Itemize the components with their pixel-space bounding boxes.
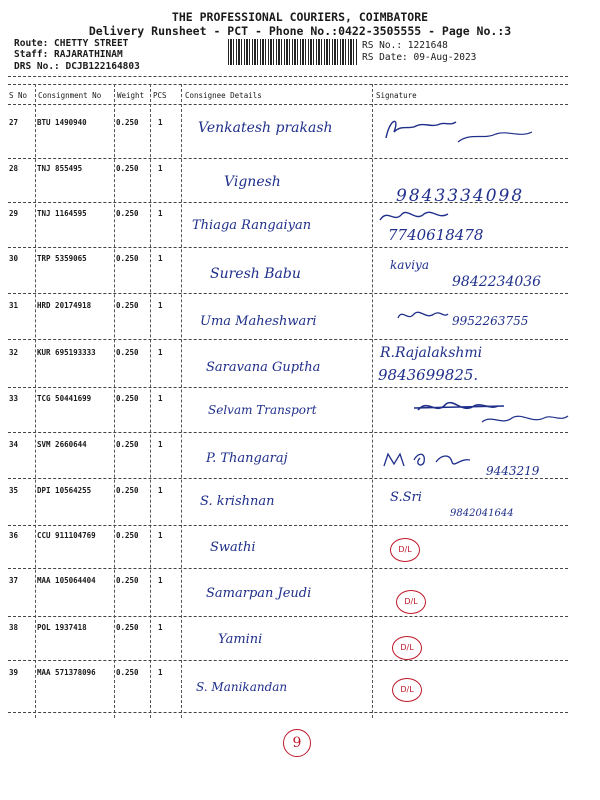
signature-phone: 9842234036 [452, 274, 542, 290]
col-header-signature: Signature [376, 91, 417, 100]
row-consignee: Swathi [210, 540, 256, 555]
row-divider [8, 158, 568, 159]
row-sno: 27 [9, 118, 19, 127]
signature-phone: 9842041644 [450, 508, 514, 519]
runsheet-title: Delivery Runsheet - PCT - Phone No.:0422-3505555 - Page No.:3 [88, 24, 512, 38]
barcode [228, 39, 358, 65]
signature-name: S.Sri [390, 490, 422, 505]
dl-stamp: D/L [392, 678, 422, 702]
row-divider [8, 247, 568, 248]
row-pcs: 1 [158, 531, 163, 540]
row-weight: 0.250 [116, 623, 139, 632]
col-header-sno: S No [9, 91, 28, 100]
row-consignee: S. Manikandan [196, 680, 288, 694]
row-pcs: 1 [158, 254, 163, 263]
column-divider [35, 84, 36, 718]
row-weight: 0.250 [116, 164, 139, 173]
col-header-weight: Weight [117, 91, 145, 100]
page-number-mark: 9 [283, 729, 311, 757]
staff-label: Staff: RAJARATHINAM [14, 49, 123, 60]
row-weight: 0.250 [116, 118, 139, 127]
row-weight: 0.250 [116, 486, 139, 495]
row-divider [8, 478, 568, 479]
row-divider [8, 616, 568, 617]
column-divider [181, 84, 182, 718]
row-divider [8, 712, 568, 713]
row-sno: 34 [9, 440, 19, 449]
row-consignee: Vignesh [224, 174, 281, 190]
handwritten-signature [380, 112, 560, 152]
row-divider [8, 387, 568, 388]
row-weight: 0.250 [116, 254, 139, 263]
rs-date: RS Date: 09-Aug-2023 [362, 52, 477, 63]
row-divider [8, 339, 568, 340]
row-pcs: 1 [158, 209, 163, 218]
row-consignment: TCG 50441699 [37, 394, 92, 403]
column-divider [372, 84, 373, 718]
row-sno: 31 [9, 301, 19, 310]
row-pcs: 1 [158, 486, 163, 495]
row-pcs: 1 [158, 623, 163, 632]
row-consignee: P. Thangaraj [206, 451, 288, 466]
row-consignee: S. krishnan [200, 494, 275, 509]
dl-stamp: D/L [396, 590, 426, 614]
row-sno: 36 [9, 531, 19, 540]
row-consignee: Thiaga Rangaiyan [192, 218, 312, 233]
col-header-pcs: PCS [153, 91, 167, 100]
row-consignee: Yamini [218, 632, 263, 647]
row-consignment: TRP 5359065 [37, 254, 87, 263]
row-sno: 35 [9, 486, 19, 495]
row-consignment: SVM 2660644 [37, 440, 87, 449]
row-consignee: Suresh Babu [210, 266, 301, 282]
row-pcs: 1 [158, 440, 163, 449]
signature-phone: 9952263755 [452, 314, 529, 328]
row-consignment: DPI 10564255 [37, 486, 92, 495]
dl-stamp: D/L [390, 538, 420, 562]
row-sno: 32 [9, 348, 19, 357]
row-weight: 0.250 [116, 668, 139, 677]
row-divider [8, 568, 568, 569]
row-consignee: Venkatesh prakash [198, 120, 333, 136]
header-rule [8, 104, 568, 105]
row-consignee: Samarpan Jeudi [206, 586, 312, 601]
row-sno: 39 [9, 668, 19, 677]
row-sno: 38 [9, 623, 19, 632]
signature-name: R.Rajalakshmi [380, 345, 483, 361]
row-consignee: Selvam Transport [208, 403, 317, 417]
row-weight: 0.250 [116, 576, 139, 585]
signature-phone: 9843699825. [378, 366, 479, 384]
row-pcs: 1 [158, 394, 163, 403]
signature-phone: 7740618478 [388, 226, 484, 244]
row-divider [8, 660, 568, 661]
handwritten-signature [376, 206, 456, 226]
handwritten-signature [394, 306, 450, 324]
row-consignment: TNJ 1164595 [37, 209, 87, 218]
row-divider [8, 432, 568, 433]
company-title: THE PROFESSIONAL COURIERS, COIMBATORE [171, 10, 429, 24]
row-consignment: KUR 695193333 [37, 348, 96, 357]
row-sno: 28 [9, 164, 19, 173]
row-pcs: 1 [158, 164, 163, 173]
row-divider [8, 293, 568, 294]
col-header-consignment: Consignment No [38, 91, 102, 100]
dl-stamp: D/L [392, 636, 422, 660]
column-divider [150, 84, 151, 718]
row-pcs: 1 [158, 576, 163, 585]
row-sno: 30 [9, 254, 19, 263]
row-consignment: POL 1937418 [37, 623, 87, 632]
row-consignment: BTU 1490940 [37, 118, 87, 127]
row-consignee: Saravana Guptha [206, 360, 321, 375]
handwritten-signature [412, 396, 572, 430]
row-consignment: HRD 20174918 [37, 301, 92, 310]
header-rule [8, 84, 568, 85]
row-weight: 0.250 [116, 301, 139, 310]
signature-phone: 9443219 [486, 464, 540, 478]
signature-phone: 9843334098 [396, 186, 525, 206]
row-pcs: 1 [158, 118, 163, 127]
row-consignment: MAA 571378096 [37, 668, 96, 677]
row-consignment: MAA 105064404 [37, 576, 96, 585]
row-weight: 0.250 [116, 209, 139, 218]
column-divider [114, 84, 115, 718]
row-consignee: Uma Maheshwari [200, 314, 317, 329]
header-rule [8, 76, 568, 77]
row-weight: 0.250 [116, 531, 139, 540]
row-pcs: 1 [158, 668, 163, 677]
row-pcs: 1 [158, 301, 163, 310]
row-consignment: TNJ 855495 [37, 164, 83, 173]
handwritten-signature [380, 450, 480, 470]
row-sno: 37 [9, 576, 19, 585]
row-sno: 33 [9, 394, 19, 403]
signature-name: kaviya [390, 258, 429, 272]
col-header-consignee: Consignee Details [185, 91, 262, 100]
row-weight: 0.250 [116, 394, 139, 403]
row-weight: 0.250 [116, 440, 139, 449]
drs-number: DRS No.: DCJB122164803 [14, 61, 140, 72]
row-consignment: CCU 911104769 [37, 531, 96, 540]
route-label: Route: CHETTY STREET [14, 38, 129, 49]
row-sno: 29 [9, 209, 19, 218]
row-pcs: 1 [158, 348, 163, 357]
row-weight: 0.250 [116, 348, 139, 357]
row-divider [8, 525, 568, 526]
rs-number: RS No.: 1221648 [362, 40, 448, 51]
